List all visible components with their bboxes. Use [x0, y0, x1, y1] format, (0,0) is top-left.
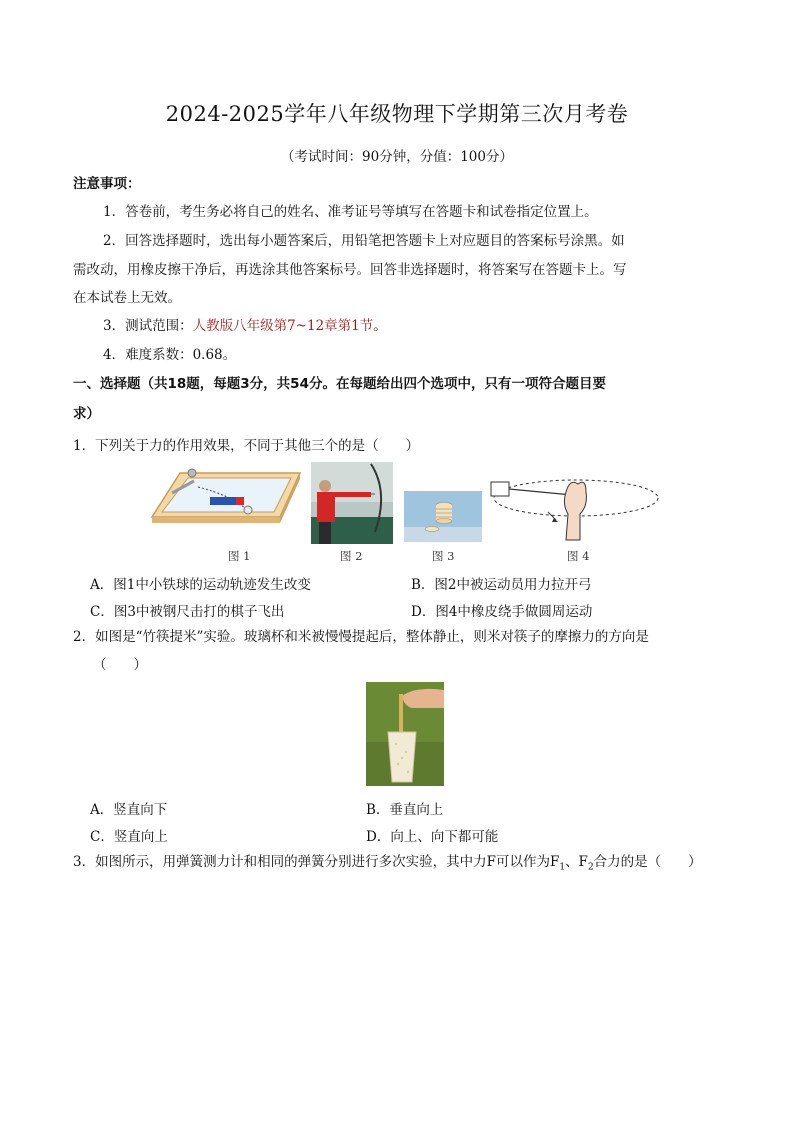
q1-figure-3-caption: 图 3 [432, 549, 455, 563]
question-1-option-c: C．图3中被钢尺击打的棋子飞出 [90, 604, 285, 620]
q1-figure-1-image [150, 465, 305, 545]
notice-item-3-prefix: 3．测试范围： [103, 318, 193, 334]
question-2-option-d: D．向上、向下都可能 [366, 829, 499, 845]
notice-item-3 [103, 316, 387, 336]
question-3-stem [73, 852, 702, 878]
question-1-option-d: D．图4中橡皮绕手做圆周运动 [411, 604, 593, 620]
section-1-heading-line-2: 求） [73, 406, 100, 422]
notice-heading: 注意事项： [73, 176, 141, 192]
question-3-stem-pre: 3．如图所示，用弹簧测力计和相同的弹簧分别进行多次实验，其中力F可以作为F [73, 854, 560, 870]
notice-item-2-line-1: 2．回答选择题时，选出每小题答案后，用铅笔把答题卡上对应题目的答案标号涂黑。如 [103, 233, 625, 249]
q1-figure-4-image [488, 470, 663, 545]
notice-item-2-line-3: 在本试卷上无效。 [73, 290, 181, 306]
question-3-stem-post: 合力的是（ ） [593, 854, 702, 870]
q1-figure-4-caption: 图 4 [567, 549, 590, 563]
page-title: 2024-2025学年八年级物理下学期第三次月考卷 [165, 102, 629, 126]
exam-duration-score: （考试时间：90分钟，分值：100分） [281, 149, 513, 165]
question-1-option-a: A．图1中小铁球的运动轨迹发生改变 [90, 577, 311, 593]
test-scope: 人教版八年级第7~12章第1节 [192, 318, 374, 334]
notice-item-3-suffix: 。 [373, 318, 387, 334]
notice-item-4: 4．难度系数：0.68。 [103, 347, 237, 363]
section-1-heading-line-1: 一、选择题（共18题，每题3分，共54分。在每题给出四个选项中，只有一项符合题目要 [73, 376, 606, 392]
question-2-option-a: A．竖直向下 [90, 802, 168, 818]
q1-figure-2-caption: 图 2 [340, 549, 363, 563]
q1-figure-2-image [311, 462, 393, 544]
q1-figure-3-image [404, 491, 482, 542]
question-3-stem-mid: 、F [565, 854, 588, 870]
q1-figure-1-caption: 图 1 [228, 549, 251, 563]
question-3-sub-2: 2 [587, 862, 594, 873]
notice-item-1: 1．答卷前，考生务必将自己的姓名、准考证号等填写在答题卡和试卷指定位置上。 [103, 204, 598, 220]
question-2-image-chopstick-rice [366, 682, 444, 786]
question-1-option-b: B．图2中被运动员用力拉开弓 [411, 577, 592, 593]
question-2-stem-line-1: 2．如图是“竹筷提米”实验。玻璃杯和米被慢慢提起后，整体静止，则米对筷子的摩擦力的方向是 [73, 629, 649, 645]
question-3-sub-1: 1 [559, 862, 566, 873]
question-2-stem-line-2: （ ） [93, 657, 147, 673]
question-2-option-c: C．竖直向上 [90, 829, 168, 845]
question-2-option-b: B．垂直向上 [366, 802, 444, 818]
question-1-stem: 1．下列关于力的作用效果，不同于其他三个的是（ ） [73, 438, 420, 454]
notice-item-2-line-2: 需改动，用橡皮擦干净后，再选涂其他答案标号。回答非选择题时，将答案写在答题卡上。写 [73, 262, 627, 278]
